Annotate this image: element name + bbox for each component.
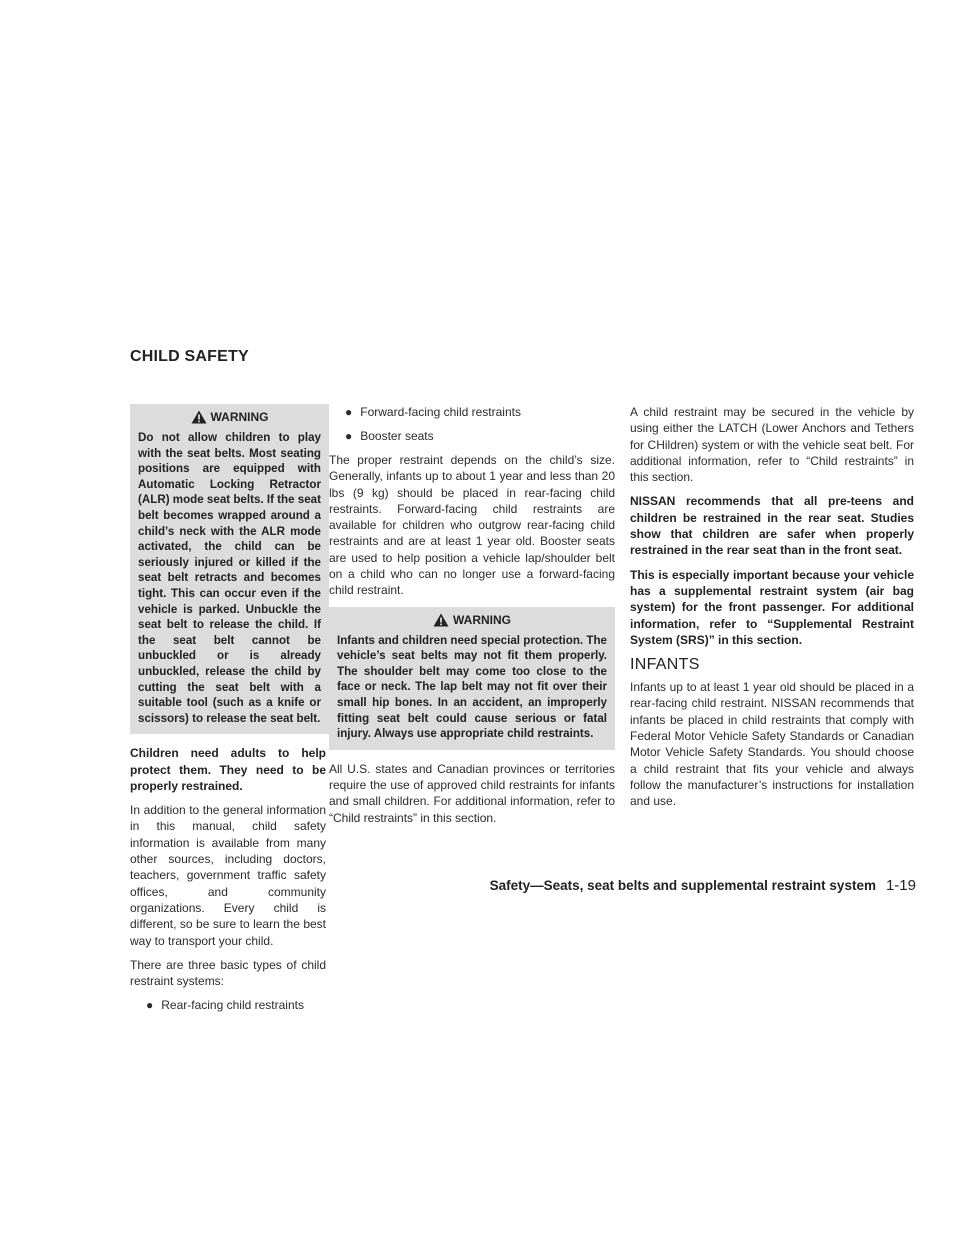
bullet-icon: ●: [345, 429, 353, 443]
page-number: 1-19: [885, 877, 916, 894]
warning-box: [130, 404, 329, 734]
bullet-text: Forward-facing child restraints: [360, 405, 521, 419]
paragraph: In addition to the general information in this manual, child safety information is available from many other sources, including doctors, teachers, government traffic safety offices, and community organizations. Every child is different, so be sure to learn the best way to transport your child.: [130, 803, 326, 948]
warning-text: Infants and children need special protection. The vehicle’s seat belts may not fit them properly. The shoulder belt may come too close to the face or neck. The lap belt may not fit over their small hip bones. In an accident, an improperly fitting seat belt could cause serious or fatal injury. Always use appropriate child restraints.: [337, 633, 607, 741]
paragraph: There are three basic types of child restraint systems:: [130, 957, 326, 989]
paragraph: All U.S. states and Canadian provinces or territories require the use of approved child restraints for infants and small children. For additional information, refer to “Child restraints” in this section.: [329, 761, 615, 825]
page-footer: [490, 877, 916, 894]
section-title: CHILD SAFETY: [130, 348, 249, 365]
bullet-text: Booster seats: [360, 429, 434, 443]
bullet-text: Rear-facing child restraints: [161, 998, 304, 1013]
bold-paragraph: NISSAN recommends that all pre-teens and children be restrained in the rear seat. Studies show that children are safer when properly restrained in the rear seat than in the front seat.: [630, 494, 914, 558]
paragraph: The proper restraint depends on the child’s size. Generally, infants up to about 1 year and less than 20 lbs (9 kg) should be placed in rear-facing child restraints. Forward-facing child restraints are available for children who outgrow rear-facing child restraints and are at least 1 year old. Booster seats are used to help position a vehicle lap/shoulder belt on a child who can no longer use a forward-facing child restraint.: [329, 453, 615, 598]
bullet-item: [146, 997, 326, 1013]
warning-heading: [337, 613, 607, 627]
warning-triangle-icon: [191, 410, 207, 424]
bullet-icon: ●: [146, 998, 154, 1013]
warning-heading-label: WARNING: [453, 612, 511, 627]
warning-text: Do not allow children to play with the seat belts. Most seating positions are equipped with Automatic Locking Retractor (ALR) mode seat belts. If the seat belt becomes wrapped around a child’s neck with the ALR mode activated, the child can be seriously injured or killed if the seat belt retracts and becomes tight. This can occur even if the vehicle is parked. Unbuckle the seat belt to release the child. If the seat belt cannot be unbuckled or is already unbuckled, release the child by cutting the seat belt with a suitable tool (such as a knife or scissors) to release the seat belt.: [138, 431, 321, 725]
paragraph: Infants up to at least 1 year old should be placed in a rear-facing child restraint. NISSAN recommends that infants be placed in child restraints that comply with Federal Motor Vehicle Safety Standards or Canadian Motor Vehicle Safety Standards. You should choose a child restraint that fits your vehicle and always follow the manufacturer’s instructions for installation and use.: [630, 680, 914, 809]
column-2: [329, 404, 615, 834]
bold-paragraph: This is especially important because your vehicle has a supplemental restraint system (air bag system) for the front passenger. For additional information, refer to “Supplemental Restraint System (SRS)” in this section.: [630, 567, 914, 647]
bullet-icon: ●: [345, 405, 353, 419]
chapter-title: Safety—Seats, seat belts and supplemental restraint system: [489, 878, 876, 893]
warning-box: [329, 607, 615, 750]
column-3: [630, 404, 914, 818]
warning-triangle-icon: [433, 613, 449, 627]
warning-heading-label: WARNING: [210, 410, 269, 424]
bullet-item: [345, 428, 615, 444]
subheading-infants: INFANTS: [630, 656, 700, 674]
warning-heading: [138, 410, 321, 424]
column-1: [130, 404, 326, 1021]
paragraph: A child restraint may be secured in the vehicle by using either the LATCH (Lower Anchors and Tethers for CHildren) system or with the vehicle seat belt. For additional information, refer to “Child restraints” in this section.: [630, 405, 914, 485]
bold-paragraph: Children need adults to help protect them. They need to be properly restrained.: [130, 746, 326, 793]
bullet-item: [345, 404, 615, 420]
